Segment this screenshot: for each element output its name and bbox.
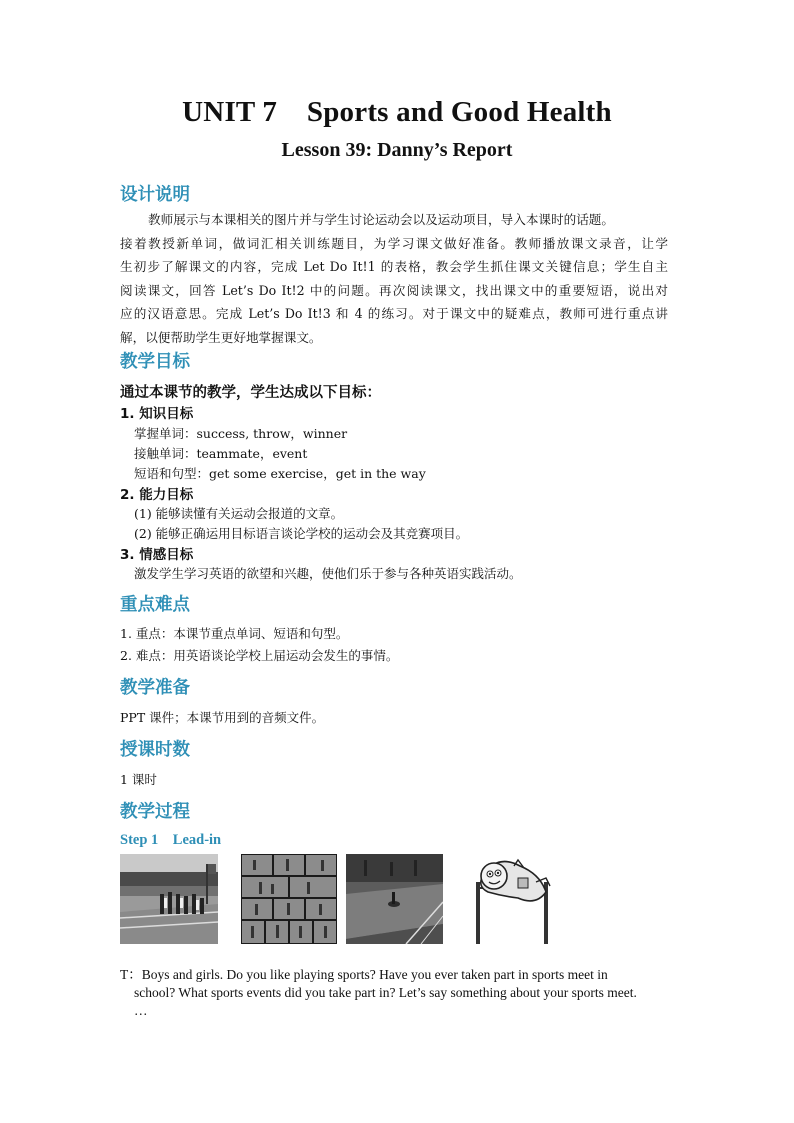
hours-text: 1 课时 — [120, 772, 157, 787]
objectives-intro: 通过本课节的教学，学生达成以下目标： — [120, 385, 381, 401]
section-heading-hours: 授课时数 — [120, 740, 190, 760]
sports-parade-photo — [120, 854, 218, 944]
section-heading-preparation: 教学准备 — [120, 678, 190, 698]
key-point-item: 1. 重点：本课节重点单词、短语和句型。 — [120, 626, 349, 641]
emotion-item: 激发学生学习英语的欲望和兴趣，使他们乐于参与各种英语实践活动。 — [134, 566, 522, 581]
ability-item: (2) 能够正确运用目标语言谈论学校的运动会及其竞赛项目。 — [134, 526, 469, 541]
knowledge-item: 接触单词：teammate，event — [134, 446, 308, 461]
dialog-line: T：Boys and girls. Do you like playing sports? Have you ever taken part in sports meet in — [120, 967, 608, 982]
design-paragraph — [120, 208, 668, 350]
unit-title: UNIT 7 Sports and Good Health — [182, 96, 612, 128]
teacher-dialog — [120, 966, 668, 1020]
cartoon-high-jump-illustration — [458, 852, 554, 946]
section-heading-process: 教学过程 — [120, 802, 190, 822]
section-heading-design: 设计说明 — [120, 185, 190, 205]
long-jump-photo — [346, 854, 443, 944]
design-line: 教师展示与本课相关的图片并与学生讨论运动会以及运动项目，导入本课时的话题。 — [148, 212, 614, 227]
design-line: 生初步了解课文的内容，完成 Let Do It!1 的表格，教会学生抓住课文关键信息；学生自主 — [120, 259, 668, 275]
knowledge-item: 掌握单词：success, throw，winner — [134, 426, 348, 441]
preparation-text: PPT 课件；本课节用到的音频文件。 — [120, 710, 325, 725]
key-point-item: 2. 难点：用英语谈论学校上届运动会发生的事情。 — [120, 648, 399, 663]
ability-goal-title: 2. 能力目标 — [120, 487, 194, 503]
section-heading-key-points: 重点难点 — [120, 595, 190, 615]
knowledge-item: 短语和句型：get some exercise，get in the way — [134, 466, 426, 481]
lesson-title: Lesson 39: Danny’s Report — [281, 139, 513, 161]
section-heading-objectives: 教学目标 — [120, 352, 190, 372]
design-line: 阅读课文，回答 Let’s Do It!2 中的问题。再次阅读课文，找出课文中的重要短语，说出对 — [120, 282, 668, 298]
knowledge-goal-title: 1. 知识目标 — [120, 406, 194, 422]
dialog-ellipsis: … — [134, 1003, 148, 1018]
ability-item: (1) 能够读懂有关运动会报道的文章。 — [134, 506, 344, 521]
design-line: 应的汉语意思。完成 Let’s Do It!3 和 4 的练习。对于课文中的疑难点，教师可进行重点讲 — [120, 306, 668, 322]
design-line: 接着教授新单词，做词汇相关训练题目，为学习课文做好准备。教师播放课文录音，让学 — [120, 235, 668, 251]
step-1-heading: Step 1 Lead-in — [120, 832, 222, 848]
emotion-goal-title: 3. 情感目标 — [120, 547, 194, 563]
design-line: 解，以便帮助学生更好地掌握课文。 — [120, 329, 322, 345]
dialog-line: school? What sports events did you take part in? Let’s say something about your sports meet. — [134, 985, 637, 1000]
sports-collage-photo — [241, 854, 337, 944]
